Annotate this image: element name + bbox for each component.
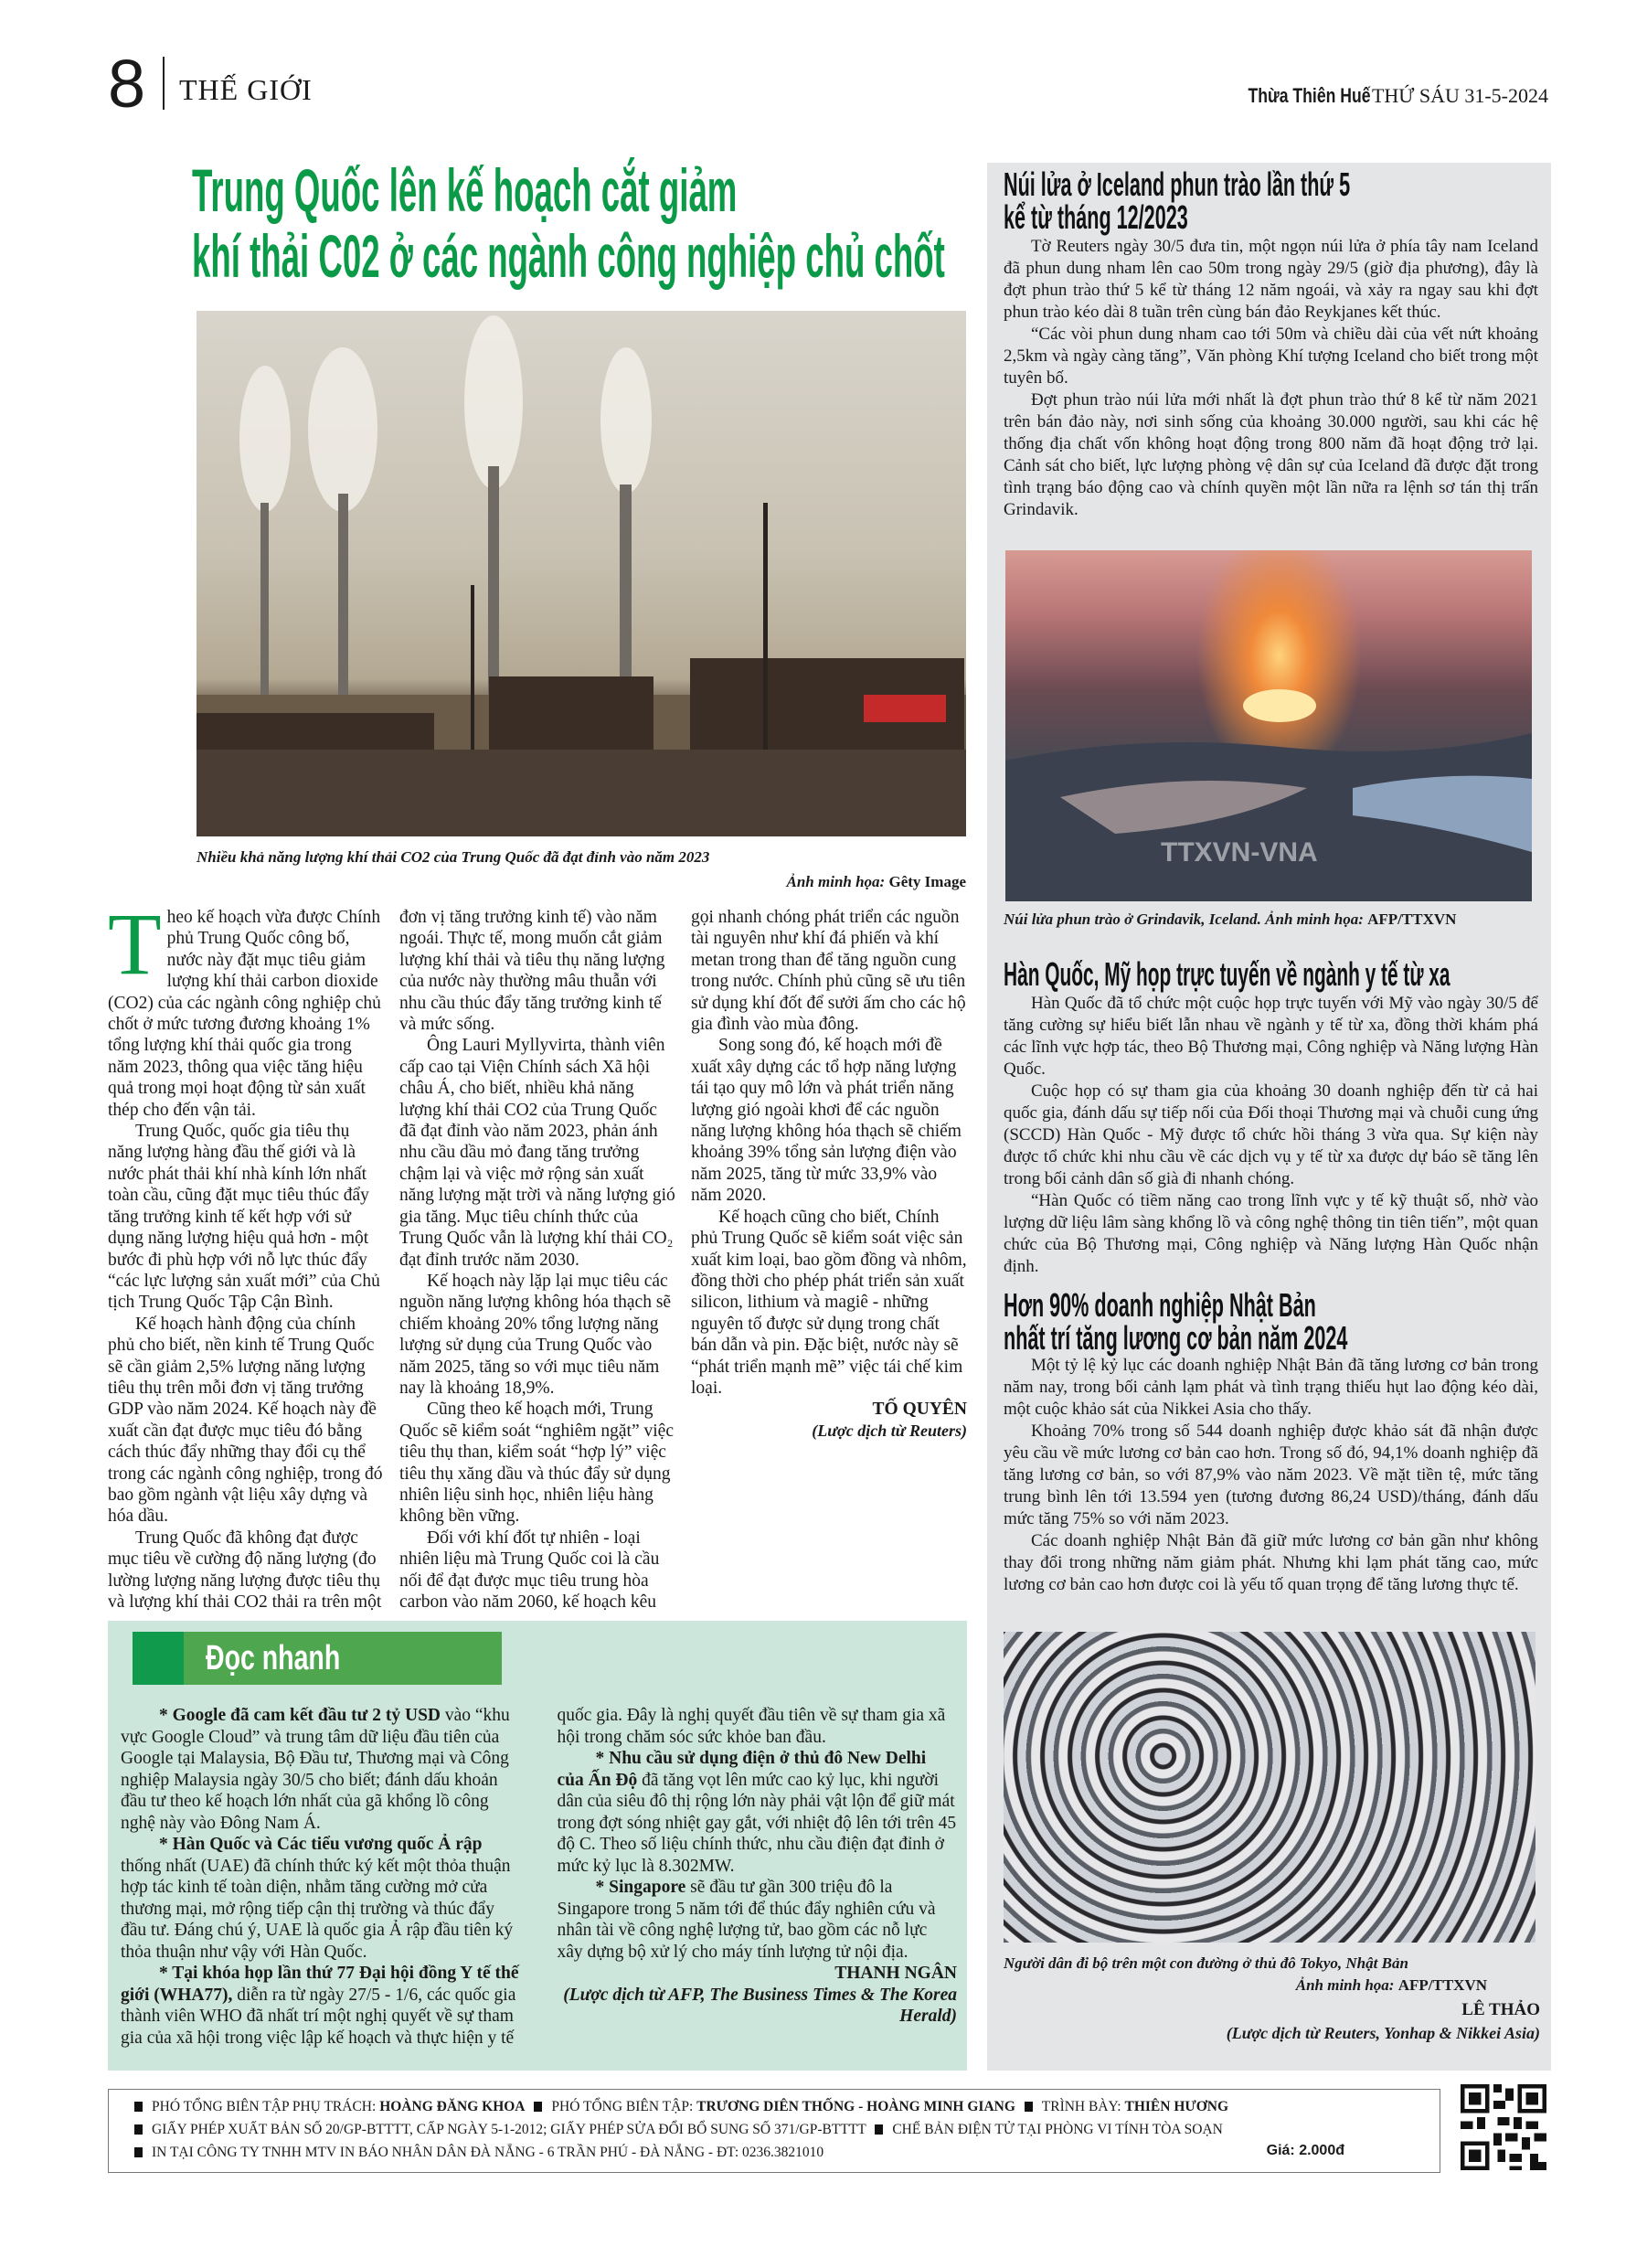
name: THIÊN HƯƠNG (1124, 2099, 1229, 2114)
article-paragraph: Kế hoạch này lặp lại mục tiêu các nguồn năng lượng không hóa thạch sẽ chiếm khoảng 20% tổng lượng năng lượng sử dụng của Trung Quốc vào năm 2025, tăng so với mục tiêu năm nay là khoảng 18,9%. (399, 1271, 672, 1398)
label: PHÓ TỔNG BIÊN TẬP: (551, 2099, 694, 2114)
quick-read-author: THANH NGÂN (834, 1964, 957, 1983)
footer-line (129, 2118, 1440, 2141)
quick-read-source: (Lược dịch từ AFP, The Business Times & The Korea Herald) (563, 1985, 957, 2026)
iceland-body (1004, 236, 1538, 521)
printer-text: IN TẠI CÔNG TY TNHH MTV IN BÁO NHÂN DÂN ĐÀ NẴNG - 6 TRẦN PHÚ - ĐÀ NẴNG - ĐT: 0236.3821010 (152, 2145, 824, 2160)
quick-read-item (121, 1705, 521, 1834)
korea-body (1004, 993, 1538, 1278)
caption-credit: AFP/TTXVN (1367, 910, 1457, 928)
credit-label: Ảnh minh họa: (786, 873, 886, 890)
caption-text: Núi lửa phun trào ở Grindavik, Iceland. Ảnh minh họa: (1004, 910, 1364, 928)
page-number: 8 (108, 46, 146, 122)
item-text: diễn ra từ ngày 27/5 - 1/6, các quốc gia thành viên WHO đã nhất trí một nghị quyết về sự tham gia của xã hội trong việc lập kế hoạch và thực hiện y tế quốc gia. Đây là nghị quyết đầu tiên về sự tham gia xã hội trong chăm sóc sức khỏe ban đầu. (121, 1706, 946, 2048)
headline-line: Núi lửa ở Iceland phun trào lần thứ 5 (1004, 165, 1351, 203)
article-paragraph: Một tỷ lệ kỷ lục các doanh nghiệp Nhật Bản đã tăng lương cơ bản trong năm nay, trong bối cảnh lạm phát và tình trạng thiếu hụt lao động kéo dài, một cuộc khảo sát của Nikkei Asia cho thấy. (1004, 1356, 1538, 1419)
article-paragraph: Cuộc họp có sự tham gia của khoảng 30 doanh nghiệp đến từ cả hai quốc gia, đánh dấu sự tiếp nối của Đối thoại Thương mại và chuỗi cung ứng (SCCD) Hàn Quốc - Mỹ được tổ chức hồi tháng 3 vừa qua. Sự kiện này được tổ chức khi nhu cầu về các dịch vụ y tế từ xa được dự báo sẽ tăng lên trong bối cảnh dân số già đi nhanh chóng. (1004, 1081, 1538, 1188)
article-paragraph: “Các vòi phun dung nham cao tới 50m và chiều dài của vết nứt khoảng 2,5km và ngày càng tăng”, Văn phòng Khí tượng Iceland cho biết trong một tuyên bố. (1004, 325, 1538, 388)
article-paragraph: Theo kế hoạch vừa được Chính phủ Trung Quốc công bố, nước này đặt mục tiêu giảm lượng khí thải carbon dioxide (CO2) của các ngành công nghiệp chủ chốt ở mức tương đương khoảng 1% tổng lượng khí thải quốc gia trong năm 2023, thông qua việc tăng hiệu quả trong mọi hoạt động từ sản xuất thép cho đến vận tải. (108, 895, 381, 1120)
japan-headline (1004, 1286, 1577, 1357)
label: TRÌNH BÀY: (1041, 2099, 1121, 2114)
article-paragraph: Kế hoạch hành động của chính phủ cho biết, nền kinh tế Trung Quốc sẽ cần giảm 2,5% lượng năng lượng tiêu thụ trên mỗi đơn vị tăng trưởng GDP vào năm 2024. Kế hoạch này đề xuất cần đạt được mục tiêu đó bằng cách thúc đẩy những thay đổi cụ thể trong các ngành công nghiệp, trong đó bao gồm ngành vật liệu xây dựng và hóa dầu. (108, 1314, 383, 1527)
name: TRƯƠNG DIÊN THỐNG - HOÀNG MINH GIANG (696, 2099, 1015, 2114)
credit-label: Ảnh minh họa: (1295, 1976, 1395, 1994)
main-headline (192, 157, 978, 289)
main-photo-caption: Nhiều khả năng lượng khí thải CO2 của Trung Quốc đã đạt đỉnh vào năm 2023 (197, 848, 710, 866)
article-source: (Lược dịch từ Reuters) (812, 1421, 967, 1440)
item-text: vào “khu vực Google Cloud” và trung tâm dữ liệu đầu tiên của Google tại Malaysia, Bộ Đầu tư, Thương mại và Công nghiệp Malaysia ngày 30/5 cho biết; đánh dấu khoản đầu tư theo kế hoạch lớn nhất của gã khổng lồ công nghệ này vào Đông Nam Á. (121, 1706, 510, 1833)
headline-line: Hơn 90% doanh nghiệp Nhật Bản (1004, 1286, 1316, 1324)
article-paragraph: Khoảng 70% trong số 544 doanh nghiệp được khảo sát đã nhận được yêu cầu về mức lương cơ bản cao hơn. Trong số đó, 94,1% doanh nghiệp đã tăng lương cơ bản, so với 87,9% vào năm 2023. Về mặt tiền tệ, mức tăng trung bình lên tới 13.594 yen (tương đương 86,24 USD)/tháng, đánh dấu mức tăng 75% so với năm 2023. (1004, 1421, 1538, 1528)
footer-imprint (108, 2089, 1440, 2173)
item-lead: * Nhu cầu sử dụng điện ở thủ đô New Delhi của Ấn Độ (557, 1749, 927, 1790)
article-paragraph: Kế hoạch cũng cho biết, Chính phủ Trung Quốc sẽ kiểm soát việc sản xuất kim loại, bao gồm đồng và nhôm, đồng thời cho phép phát triển sản xuất silicon, lithium và magiê - những nguyên tố được sử dụng trong chất bán dẫn và pin. Đặc biệt, nước này sẽ “phát triển mạnh mẽ” việc tái chế kim loại. (691, 1207, 967, 1398)
item-lead: * Tại khóa họp lần thứ 77 Đại hội đồng Y tế thế giới (WHA77), (121, 1964, 519, 2005)
item-lead: * Hàn Quốc và Các tiểu vương quốc Ả rập (159, 1835, 483, 1854)
japan-body (1004, 1355, 1538, 1596)
price: Giá: 2.000đ (1266, 2143, 1344, 2158)
item-lead: * Singapore (595, 1878, 686, 1897)
main-photo-credit (787, 873, 967, 891)
photo-watermark: TTXVN-VNA (1161, 837, 1318, 868)
quick-read-box (108, 1621, 967, 2071)
item-text: đã tăng vọt lên mức cao kỷ lục, khi người dân của siêu đô thị rộng lớn này phải vật lộn để giữ mát trong đợt sóng nhiệt gay gắt, với nhiệt độ lên tới trên 45 độ C. Theo số liệu chính thức, nhu cầu điện đạt đỉnh ở mức kỷ lục là 8.302MW. (557, 1770, 957, 1876)
article-paragraph: Hàn Quốc đã tổ chức một cuộc họp trực tuyến với Mỹ vào ngày 30/5 để tăng cường sự hiểu biết lẫn nhau về ngành y tế từ xa, đồng thời khám phá các lĩnh vực hợp tác, theo Bộ Thương mại, Công nghiệp và Năng lượng Hàn Quốc. (1004, 994, 1538, 1079)
sidebar-author: LÊ THẢO (1461, 2000, 1540, 2019)
item-text: sẽ đầu tư gần 300 triệu đô la Singapore trong 5 năm tới để thúc đẩy nghiên cứu và nhân tài về công nghệ lượng tử, bao gồm các nỗ lực xây dựng bộ xử lý cho máy tính lượng tử nội địa. (557, 1878, 936, 1962)
article-paragraph: Các doanh nghiệp Nhật Bản đã giữ mức lương cơ bản gần như không thay đổi trong những năm giảm phát. Nhưng khi lạm phát tăng cao, mức lương cơ bản cao hơn được coi là yếu tố quan trọng để tăng lương thực tế. (1004, 1531, 1538, 1594)
header-divider (163, 57, 165, 110)
quick-read-title: Đọc nhanh (206, 1639, 341, 1677)
article-paragraph: Cũng theo kế hoạch mới, Trung Quốc sẽ kiểm soát “nghiêm ngặt” việc tiêu thụ than, kiểm soát “hợp lý” việc tiêu thụ xăng dầu và thúc đẩy sử dụng nhiên liệu sinh học, nhiên liệu hàng không bền vững. (399, 1400, 674, 1527)
article-paragraph: Đối với khí đốt tự nhiên - loại nhiên liệu mà Trung Quốc coi là cầu nối để đạt được mục tiêu trung hòa carbon vào năm 2060, kế hoạch kêu gọi nhanh chóng phát triển các nguồn tài nguyên như khí đá phiến và khí metan trong than để tăng nguồn cung trong nước. Chính phủ cũng sẽ ưu tiên sử dụng khí đốt để sưởi ấm cho các hộ gia đình vào mùa đông. (399, 908, 966, 1612)
quick-read-item (558, 1748, 958, 1877)
smokestacks-illustration (197, 311, 966, 836)
headline-line: Trung Quốc lên kế hoạch cắt giảm (192, 156, 738, 224)
article-paragraph: Song song đó, kế hoạch mới đề xuất xây dựng các tổ hợp năng lượng tái tạo quy mô lớn và phát triển năng lượng gió ngoài khơi để các nguồn năng lượng không hóa thạch sẽ chiếm khoảng 39% tổng sản lượng điện vào năm 2025, tăng từ mức 33,9% vào năm 2020. (691, 1036, 962, 1206)
article-paragraph: Đợt phun trào núi lửa mới nhất là đợt phun trào thứ 8 kể từ năm 2021 trên bán đảo này, nơi sinh sống của khoảng 30.000 người, sau khi các hệ thống địa chất vốn không hoạt động trong 800 năm đã hoạt động trở lại. Cảnh sát cho biết, lực lượng phòng vệ dân sự của Iceland đã được đặt trong tình trạng báo động cao và chính quyền một lần nữa ra lệnh sơ tán thị trấn Grindavik. (1004, 390, 1538, 519)
main-article-body (108, 895, 967, 1615)
article-paragraph: Trung Quốc đã không đạt được mục tiêu về cường độ năng lượng (đo lường lượng năng lượng được tiêu thụ và lượng khí thải CO2 thải ra trên một đơn vị tăng trưởng kinh tế) vào năm ngoái. Thực tế, mong muốn cắt giảm lượng khí thải và tiêu thụ năng lượng của nước này thường mâu thuẫn với nhu cầu thúc đẩy tăng trưởng kinh tế và mức sống. (108, 908, 665, 1612)
footer-line (129, 2095, 1440, 2118)
korea-headline (1004, 955, 1647, 993)
item-text: thống nhất (UAE) đã chính thức ký kết một thỏa thuận hợp tác kinh tế toàn diện, nhằm tăng cường mở cửa thương mại, mở rộng tiếp cận thị trường và thúc đẩy đầu tư. Đáng chú ý, UAE là quốc gia Ả rập đầu tiên ký thỏa thuận như vậy với Hàn Quốc. (121, 1856, 514, 1962)
iceland-headline (1004, 165, 1581, 236)
name: HOÀNG ĐĂNG KHOA (379, 2099, 526, 2114)
article-paragraph: Trung Quốc, quốc gia tiêu thụ năng lượng hàng đầu thế giới và là nước phát thải khí nhà kính lớn nhất toàn cầu, cũng đặt mục tiêu thúc đẩy tăng trưởng kinh tế kết hợp với sử dụng năng lượng hiệu quả hơn - một bước đi phù hợp với nỗ lực thúc đẩy “các lực lượng sản xuất mới” của Chủ tịch Trung Quốc Tập Cận Bình. (108, 1122, 380, 1313)
footer-line (129, 2141, 1440, 2164)
volcano-illustration (1005, 550, 1532, 901)
factory-smokestacks-photo (197, 311, 966, 836)
credit-source: AFP/TTXVN (1397, 1976, 1487, 1994)
article-paragraph: Tờ Reuters ngày 30/5 đưa tin, một ngọn núi lửa ở phía tây nam Iceland đã phun dung nham lên cao 50m trong ngày 29/5 (giờ địa phương), đây là đợt phun trào thứ 5 kể từ tháng 12 năm ngoái, và xảy ra ngay sau khi đợt phun trào kéo dài 8 tuần trên cùng bán đảo Reykjanes kết thúc. (1004, 237, 1538, 322)
quick-read-accent (133, 1632, 184, 1685)
headline-line: nhất trí tăng lương cơ bản năm 2024 (1004, 1319, 1348, 1357)
paper-name: Thừa Thiên Huế (1248, 84, 1371, 107)
quick-read-items (121, 1705, 957, 2061)
sidebar-source: (Lược dịch từ Reuters, Yonhap & Nikkei Asia) (1226, 2024, 1540, 2042)
section-title: THẾ GIỚI (179, 73, 313, 106)
label: PHÓ TỔNG BIÊN TẬP PHỤ TRÁCH: (152, 2099, 377, 2114)
quick-read-header (133, 1632, 502, 1685)
volcano-photo-caption (1004, 910, 1456, 929)
license-text: GIẤY PHÉP XUẤT BẢN SỐ 20/GP-BTTTT, CẤP NGÀY 5-1-2012; GIẤY PHÉP SỬA ĐỔI BỔ SUNG SỐ 371/GP-BTTTT (152, 2122, 866, 2137)
masthead (1217, 84, 1548, 108)
headline-line: khí thải C02 ở các ngành công nghiệp chủ chốt (192, 222, 945, 290)
tokyo-crowd-photo (1004, 1632, 1535, 1943)
sidebar-news (987, 163, 1551, 2071)
headline-line: Hàn Quốc, Mỹ họp trực tuyến về ngành y tế từ xa (1004, 955, 1450, 993)
typesetting-text: CHẾ BẢN ĐIỆN TỬ TẠI PHÒNG VI TÍNH TÒA SOẠN (892, 2122, 1223, 2137)
article-paragraph: Ông Lauri Myllyvirta, thành viên cấp cao tại Viện Chính sách Xã hội châu Á, cho biết, nhiều khả năng lượng khí thải CO2 của Trung Quốc đã đạt đỉnh vào năm 2023, phản ánh nhu cầu dầu mỏ đang tăng trưởng chậm lại và việc mở rộng sản xuất năng lượng mặt trời và năng lượng gió gia tăng. Mục tiêu chính thức của Trung Quốc vẫn là lượng khí thải CO₂ đạt đỉnh trước năm 2030. (399, 1036, 675, 1270)
article-author: TỐ QUYÊN (872, 1400, 967, 1420)
credit-source: Gêty Image (888, 873, 966, 890)
item-lead: * Google đã cam kết đầu tư 2 tỷ USD (159, 1706, 441, 1725)
crowd-photo-caption: Người dân đi bộ trên một con đường ở thủ đô Tokyo, Nhật Bản (1004, 1954, 1408, 1972)
crowd-photo-credit (1296, 1976, 1487, 1995)
quick-read-item (121, 1834, 521, 1963)
volcano-eruption-photo (1005, 550, 1532, 901)
headline-line: kể từ tháng 12/2023 (1004, 198, 1188, 236)
article-paragraph: “Hàn Quốc có tiềm năng cao trong lĩnh vực y tế kỹ thuật số, nhờ vào lượng dữ liệu lâm sàng khổng lồ và công nghệ thông tin tiên tiến”, một quan chức của Bộ Thương mại, Công nghiệp và Năng lượng Hàn Quốc nhận định. (1004, 1191, 1538, 1276)
issue-date: THỨ SÁU 31-5-2024 (1371, 84, 1548, 107)
qr-code-icon[interactable] (1461, 2084, 1546, 2170)
quick-read-item (558, 1877, 958, 1963)
